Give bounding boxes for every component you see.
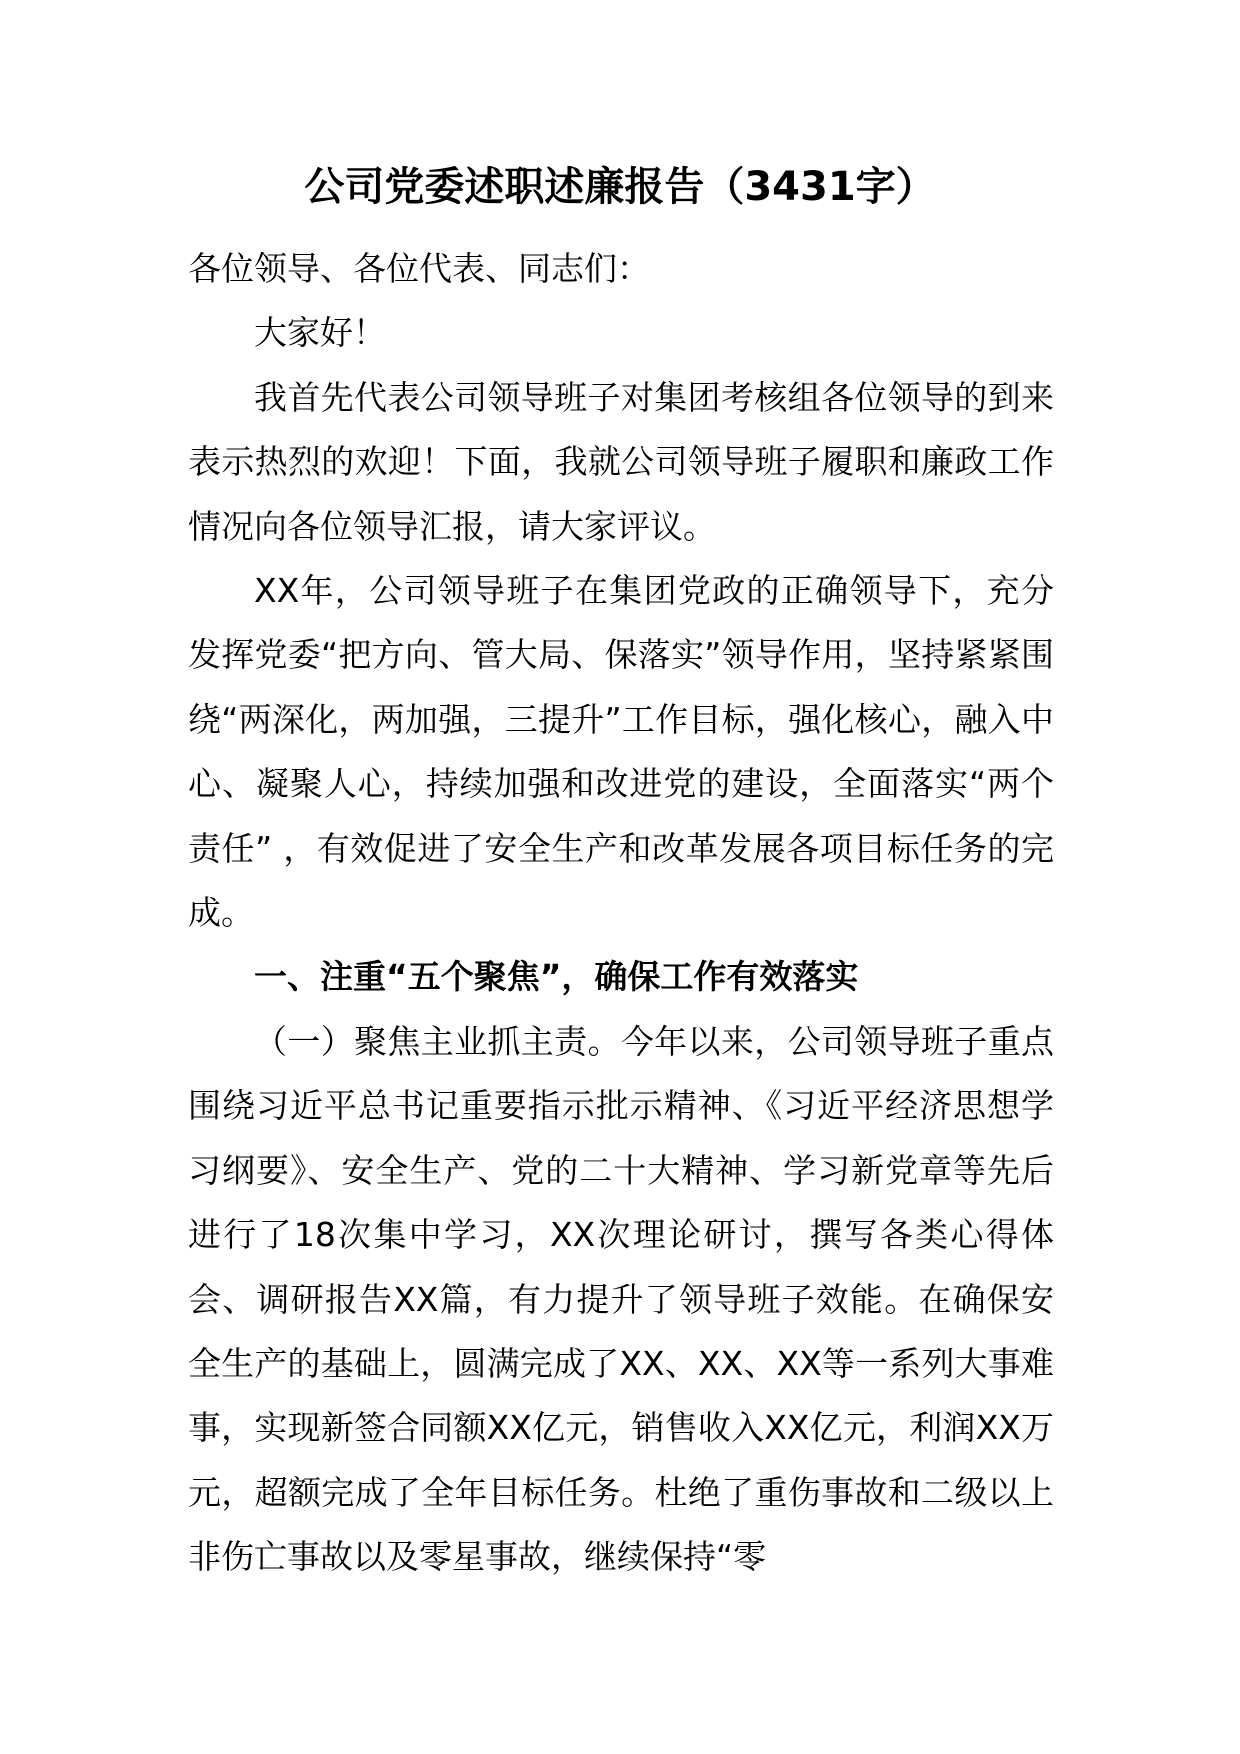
greeting: 大家好！ <box>254 313 386 353</box>
body-paragraph: XX年，公司领导班子在集团党政的正确领导下，充分发挥党委“把方向、管大局、保落实”领导作用，坚持紧紧围绕“两深化，两加强，三提升”工作目标，强化核心，融入中心、凝聚人心，持续加强和改进党的建设，全面落实“两个责任” ，有效促进了安全生产和改革发展各项目标任务的完成。 <box>188 571 1054 933</box>
document-title: 公司党委述职述廉报告（3431字） <box>304 164 936 210</box>
document-body <box>188 237 1054 1590</box>
salutation: 各位领导、各位代表、同志们： <box>188 249 650 288</box>
section-heading: 一、注重“五个聚焦”，确保工作有效落实 <box>254 957 859 997</box>
section-paragraph: （一）聚焦主业抓主责。今年以来，公司领导班子重点围绕习近平总书记重要指示批示精神、《习近平经济思想学习纲要》、安全生产、党的二十大精神、学习新党章等先后进行了18次集中学习，XX次理论研讨，撰写各类心得体会、调研报告XX篇，有力提升了领导班子效能。在确保安全生产的基础上，圆满完成了XX、XX、XX等一系列大事难事，实现新签合同额XX亿元，销售收入XX亿元，利润XX万元，超额完成了全年目标任务。杜绝了重伤事故和二级以上非伤亡事故以及零星事故，继续保持“零 <box>188 1021 1054 1577</box>
body-paragraph: 我首先代表公司领导班子对集团考核组各位领导的到来表示热烈的欢迎！下面，我就公司领导班子履职和廉政工作情况向各位领导汇报，请大家评议。 <box>188 377 1054 546</box>
